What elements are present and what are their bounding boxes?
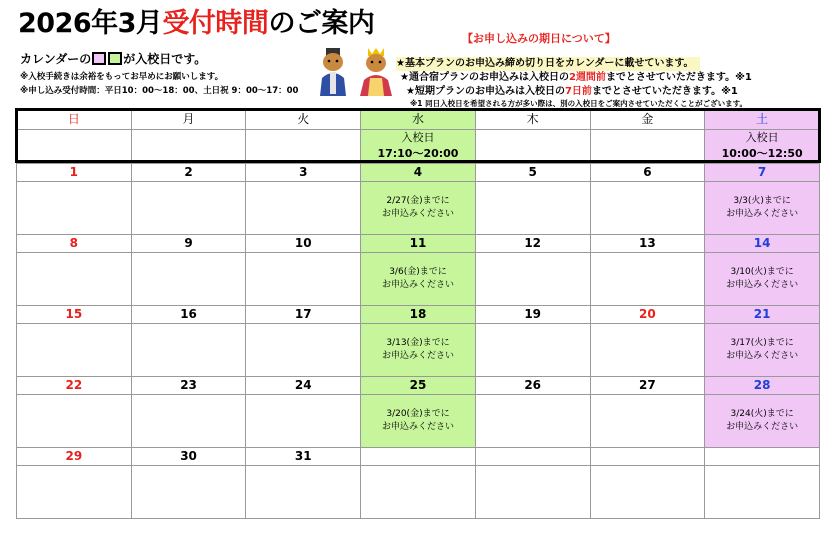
deadline-cell (590, 395, 705, 448)
deadline-row (17, 253, 820, 306)
deadline-text: お申込みください (381, 351, 454, 361)
date-cell: 24 (246, 377, 361, 395)
deadline-cell (246, 324, 361, 377)
deadline-row (17, 466, 820, 519)
legend-green-swatch (108, 52, 122, 65)
deadline-cell (590, 466, 705, 519)
date-cell: 6 (590, 164, 705, 182)
legend-text-before: カレンダーの (20, 52, 92, 66)
date-number-row (17, 377, 820, 395)
deadline-text: 3/13(金)までに (386, 338, 450, 348)
open-cell-empty (17, 130, 132, 164)
weekday-fri: 金 (590, 110, 705, 130)
rule-camp-suffix: までとさせていただきます。※1 (605, 72, 752, 83)
deadline-text: お申込みください (381, 280, 454, 290)
open-cell-sat (705, 130, 820, 164)
deadline-text: お申込みください (726, 280, 799, 290)
deadline-cell (705, 395, 820, 448)
deadline-cell (361, 253, 476, 306)
deadline-text: 3/20(金)までに (386, 409, 450, 419)
date-cell: 9 (131, 235, 246, 253)
title-highlight: 受付時間 (162, 8, 269, 39)
deadline-cell (475, 466, 590, 519)
open-cell-empty (246, 130, 361, 164)
date-cell: 7 (705, 164, 820, 182)
open-sat-label: 入校日 (745, 131, 779, 144)
rule-short-deadline: 7日前 (564, 86, 592, 97)
date-number-row (17, 164, 820, 182)
mascot-illustration (320, 44, 396, 100)
weekday-tue: 火 (246, 110, 361, 130)
page-title (18, 4, 374, 44)
deadline-text: 3/17(火)までに (730, 338, 794, 348)
deadline-cell (475, 395, 590, 448)
date-cell (705, 448, 820, 466)
weekday-mon: 月 (131, 110, 246, 130)
deadline-cell (17, 395, 132, 448)
deadline-cell (131, 253, 246, 306)
date-cell: 25 (361, 377, 476, 395)
rule-camp-deadline: 2週間前 (568, 72, 606, 83)
deadline-cell (17, 182, 132, 235)
deadline-text: お申込みください (726, 209, 799, 219)
deadline-cell (705, 182, 820, 235)
deadline-cell (590, 253, 705, 306)
date-cell: 19 (475, 306, 590, 324)
date-cell: 3 (246, 164, 361, 182)
rules-block (396, 51, 816, 109)
deadline-cell (17, 253, 132, 306)
date-cell: 16 (131, 306, 246, 324)
date-cell: 15 (17, 306, 132, 324)
legend-text-after: が入校日です。 (123, 52, 207, 66)
deadline-cell (705, 324, 820, 377)
date-cell: 30 (131, 448, 246, 466)
deadline-row (17, 324, 820, 377)
notice-heading: 【お申し込みの期日について】 (462, 32, 616, 45)
deadline-text: お申込みください (726, 351, 799, 361)
date-cell: 22 (17, 377, 132, 395)
date-cell: 14 (705, 235, 820, 253)
open-cell-wed (361, 130, 476, 164)
date-cell: 13 (590, 235, 705, 253)
deadline-text: 3/3(火)までに (733, 196, 791, 206)
open-sat-time: 10:00〜12:50 (721, 147, 803, 160)
weekday-header-row (17, 110, 820, 130)
deadline-text: 2/27(金)までに (386, 196, 450, 206)
deadline-cell (17, 324, 132, 377)
deadline-cell (705, 466, 820, 519)
deadline-cell (590, 324, 705, 377)
date-cell: 23 (131, 377, 246, 395)
weekday-sun: 日 (17, 110, 132, 130)
date-cell (590, 448, 705, 466)
deadline-cell (131, 466, 246, 519)
deadline-text: 3/6(金)までに (389, 267, 447, 277)
deadline-text: お申込みください (726, 422, 799, 432)
deadline-text: 3/24(火)までに (730, 409, 794, 419)
deadline-cell (131, 395, 246, 448)
title-month: 2026年3月 (18, 8, 163, 39)
date-cell (475, 448, 590, 466)
date-cell: 20 (590, 306, 705, 324)
deadline-text: 3/10(火)までに (730, 267, 794, 277)
date-cell: 28 (705, 377, 820, 395)
rule-short-text: ★短期プランのお申込みは入校日の (406, 86, 565, 97)
deadline-cell (17, 466, 132, 519)
deadline-cell (590, 182, 705, 235)
date-number-row (17, 235, 820, 253)
deadline-cell (246, 182, 361, 235)
note-procedure: ※入校手続きは余裕をもってお早めにお願いします。 (20, 72, 224, 82)
deadline-text: お申込みください (381, 422, 454, 432)
weekday-sat: 土 (705, 110, 820, 130)
date-cell: 10 (246, 235, 361, 253)
deadline-cell (246, 253, 361, 306)
date-cell: 26 (475, 377, 590, 395)
deadline-cell (361, 395, 476, 448)
date-cell: 2 (131, 164, 246, 182)
date-cell (361, 448, 476, 466)
deadline-cell (475, 324, 590, 377)
deadline-row (17, 182, 820, 235)
deadline-cell (475, 182, 590, 235)
date-cell: 12 (475, 235, 590, 253)
deadline-cell (361, 466, 476, 519)
deadline-row (17, 395, 820, 448)
rule-footnote: ※1 同日入校日を希望される方が多い際は、別の入校日をご案内させていただくことがございます。 (410, 99, 748, 108)
date-cell: 4 (361, 164, 476, 182)
deadline-cell (475, 253, 590, 306)
date-number-row (17, 306, 820, 324)
date-cell: 11 (361, 235, 476, 253)
date-cell: 5 (475, 164, 590, 182)
calendar-weeks (17, 164, 820, 519)
open-day-row (17, 130, 820, 164)
legend-pink-swatch (92, 52, 106, 65)
deadline-text: お申込みください (381, 209, 454, 219)
date-cell: 21 (705, 306, 820, 324)
calendar-table (16, 109, 820, 519)
rule-short (396, 85, 816, 99)
date-cell: 31 (246, 448, 361, 466)
deadline-cell (131, 324, 246, 377)
date-cell: 17 (246, 306, 361, 324)
deadline-cell (705, 253, 820, 306)
weekday-wed: 水 (361, 110, 476, 130)
date-cell: 29 (17, 448, 132, 466)
rule-short-suffix: までとさせていただきます。※1 (591, 86, 738, 97)
open-cell-empty (131, 130, 246, 164)
deadline-cell (131, 182, 246, 235)
rule-basic: ★基本プランのお申込み締め切り日をカレンダーに載せています。 (396, 57, 700, 71)
note-hours: ※申し込み受付時間：平日10：00〜18：00、土日祝 9：00〜17：00 (20, 86, 299, 96)
open-cell-empty (590, 130, 705, 164)
date-cell: 18 (361, 306, 476, 324)
date-cell: 1 (17, 164, 132, 182)
legend (20, 50, 206, 67)
deadline-cell (246, 466, 361, 519)
date-cell: 27 (590, 377, 705, 395)
title-suffix: のご案内 (268, 8, 375, 39)
date-cell: 8 (17, 235, 132, 253)
open-wed-label: 入校日 (401, 131, 435, 144)
open-cell-empty (475, 130, 590, 164)
deadline-cell (361, 182, 476, 235)
deadline-cell (361, 324, 476, 377)
open-wed-time: 17:10〜20:00 (377, 147, 459, 160)
date-number-row (17, 448, 820, 466)
rule-camp-text: ★通合宿プランのお申込みは入校日の (400, 72, 569, 83)
weekday-thu: 木 (475, 110, 590, 130)
rule-camp (396, 71, 816, 85)
deadline-cell (246, 395, 361, 448)
